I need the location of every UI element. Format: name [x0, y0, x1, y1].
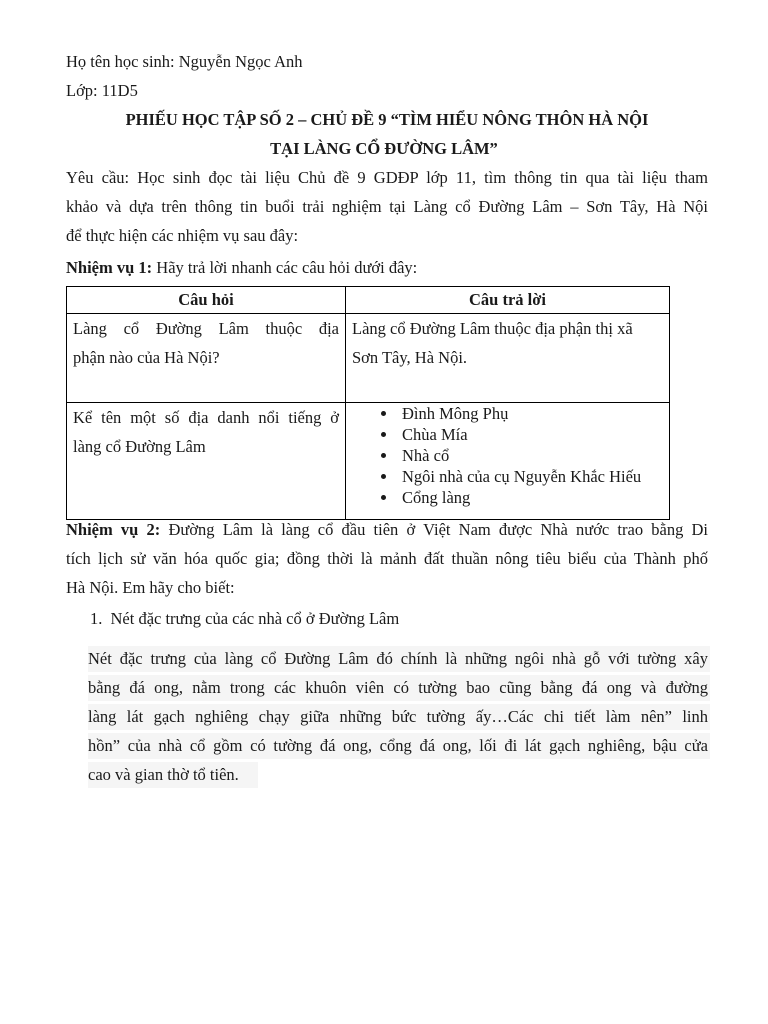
task1-heading — [66, 258, 417, 278]
task2-line1 — [66, 520, 708, 540]
class-value: 11D5 — [101, 81, 138, 100]
list-item: • Chùa Mía — [398, 424, 663, 445]
task1-label: Nhiệm vụ 1: — [66, 258, 153, 277]
student-name-value: Nguyễn Ngọc Anh — [178, 52, 303, 71]
answer-paragraph-line: cao và gian thờ tổ tiên. — [88, 765, 239, 784]
question-line: làng cổ Đường Lâm — [73, 436, 206, 456]
numbered-item — [90, 609, 399, 629]
answer-cell — [346, 314, 670, 403]
task2-line3: Hà Nội. Em hãy cho biết: — [66, 578, 235, 597]
task2-label: Nhiệm vụ 2: — [66, 520, 161, 539]
item-text: Nét đặc trưng của các nhà cổ ở Đường Lâm — [110, 609, 400, 628]
list-item: • Ngôi nhà của cụ Nguyễn Khắc Hiếu — [398, 466, 663, 487]
answer-line: Sơn Tây, Hà Nội. — [352, 348, 468, 368]
table-row — [67, 314, 670, 403]
answer-paragraph-line: Nét đặc trưng của làng cổ Đường Lâm đó chính là những ngôi nhà gỗ với tường xây — [88, 649, 708, 668]
task2-text: Đường Lâm là làng cổ đầu tiên ở Việt Nam được Nhà nước trao bằng Di — [168, 520, 709, 539]
answer-cell — [346, 402, 670, 519]
item-number: 1. — [90, 609, 103, 628]
landmark-list — [352, 403, 663, 508]
requirement-line2: khảo và dựa trên thông tin buổi trải nghiệm tại Làng cổ Đường Lâm – Sơn Tây, Hà Nội — [66, 197, 708, 216]
list-item: • Đình Mông Phụ — [398, 403, 663, 424]
answer-paragraph-line: hồn” của nhà cổ gồm có tường đá ong, cổng đá ong, lối đi lát gạch nghiêng, bậu cửa — [88, 736, 708, 755]
question-cell — [67, 402, 346, 519]
table-header-question: Câu hỏi — [67, 287, 346, 314]
answer-paragraph-line: bằng đá ong, nằm trong các khuôn viên có tường bao cũng bằng đá ong và đường — [88, 678, 708, 697]
student-name-label: Họ tên học sinh: — [66, 52, 175, 71]
worksheet-title-line2: TẠI LÀNG CỔ ĐƯỜNG LÂM” — [270, 139, 498, 158]
question-line: phận nào của Hà Nội? — [73, 348, 220, 368]
question-line: Làng cổ Đường Lâm thuộc địa — [73, 319, 339, 339]
worksheet-title-line1: PHIẾU HỌC TẬP SỐ 2 – CHỦ ĐỀ 9 “TÌM HIỂU NÔNG THÔN HÀ NỘI — [125, 110, 649, 129]
table-row — [67, 402, 670, 519]
class-label: Lớp: — [66, 81, 98, 100]
qa-table — [66, 286, 670, 520]
question-line: Kể tên một số địa danh nổi tiếng ở — [73, 407, 339, 427]
list-item: • Nhà cổ — [398, 445, 663, 466]
requirement-line1: Yêu cầu: Học sinh đọc tài liệu Chủ đề 9 GDĐP lớp 11, tìm thông tin qua tài liệu tham — [66, 168, 708, 187]
task2-line2: tích lịch sử văn hóa quốc gia; đồng thời là mảnh đất thuần nông tiêu biểu của Thành phố — [66, 549, 708, 568]
answer-paragraph-line: làng lát gạch nghiêng chạy giữa những bức tường ấy…Các chi tiết làm nên” linh — [88, 707, 708, 726]
question-cell — [67, 314, 346, 403]
student-name-line — [66, 52, 302, 72]
class-line — [66, 81, 138, 101]
task1-text: Hãy trả lời nhanh các câu hỏi dưới đây: — [156, 258, 418, 277]
table-header-row — [67, 287, 670, 314]
table-header-answer: Câu trả lời — [346, 287, 670, 314]
list-item: • Cổng làng — [398, 487, 663, 508]
requirement-line3: để thực hiện các nhiệm vụ sau đây: — [66, 226, 299, 245]
answer-line: Làng cổ Đường Lâm thuộc địa phận thị xã — [352, 319, 633, 339]
